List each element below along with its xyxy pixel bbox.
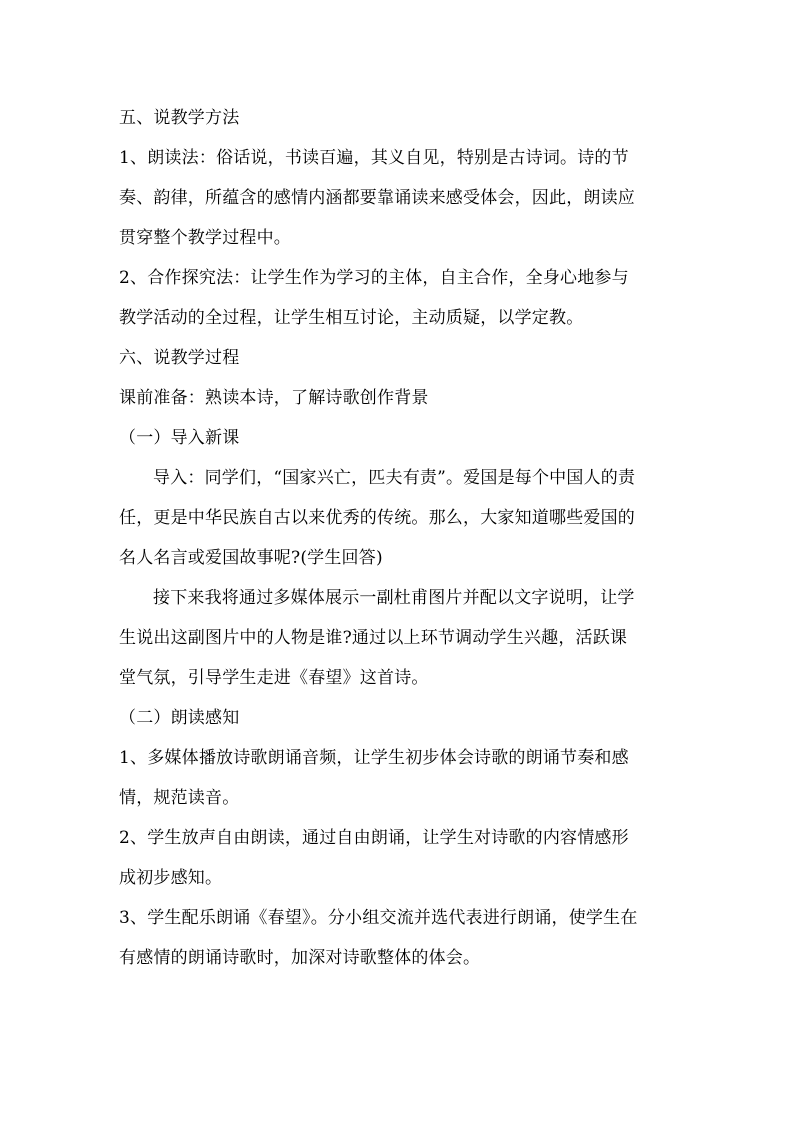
introduction-line-2: 任，更是中华民族自古以来优秀的传统。那么，大家知道哪些爱国的 xyxy=(119,508,635,528)
method-cooperation-line-1: 2、合作探究法：让学生作为学习的主体，自主合作，全身心地参与 xyxy=(119,268,629,288)
subheading-reading-perception: （二）朗读感知 xyxy=(119,708,240,728)
introduction-line-3: 名人名言或爱国故事呢?(学生回答) xyxy=(119,548,383,568)
preparation-line: 课前准备：熟读本诗，了解诗歌创作背景 xyxy=(119,388,429,408)
method-cooperation-line-2: 教学活动的全过程，让学生相互讨论，主动质疑，以学定教。 xyxy=(119,308,584,328)
method-reading-line-3: 贯穿整个教学过程中。 xyxy=(119,228,291,248)
section-heading-process: 六、说教学过程 xyxy=(119,348,240,368)
introduction-line-4: 接下来我将通过多媒体展示一副杜甫图片并配以文字说明，让学 xyxy=(153,588,635,608)
perception-item-3-line-2: 有感情的朗诵诗歌时，加深对诗歌整体的体会。 xyxy=(119,948,481,968)
document-page xyxy=(119,98,679,978)
perception-item-3-line-1: 3、学生配乐朗诵《春望》。分小组交流并选代表进行朗诵，使学生在 xyxy=(119,908,638,928)
perception-item-2-line-2: 成初步感知。 xyxy=(119,868,223,888)
perception-item-2-line-1: 2、学生放声自由朗读，通过自由朗诵，让学生对诗歌的内容情感形 xyxy=(119,828,629,848)
method-reading-line-2: 奏、韵律，所蕴含的感情内涵都要靠诵读来感受体会，因此，朗读应 xyxy=(119,188,635,208)
introduction-line-6: 堂气氛，引导学生走进《春望》这首诗。 xyxy=(119,668,429,688)
perception-item-1-line-2: 情，规范读音。 xyxy=(119,788,240,808)
section-heading-methods: 五、说教学方法 xyxy=(119,108,240,128)
introduction-line-5: 生说出这副图片中的人物是谁?通过以上环节调动学生兴趣，活跃课 xyxy=(119,628,628,648)
subheading-introduction: （一）导入新课 xyxy=(119,428,240,448)
introduction-line-1: 导入：同学们，“国家兴亡，匹夫有责”。爱国是每个中国人的责 xyxy=(153,468,636,488)
perception-item-1-line-1: 1、多媒体播放诗歌朗诵音频，让学生初步体会诗歌的朗诵节奏和感 xyxy=(119,748,629,768)
method-reading-line-1: 1、朗读法：俗话说，书读百遍，其义自见，特别是古诗词。诗的节 xyxy=(119,148,629,168)
